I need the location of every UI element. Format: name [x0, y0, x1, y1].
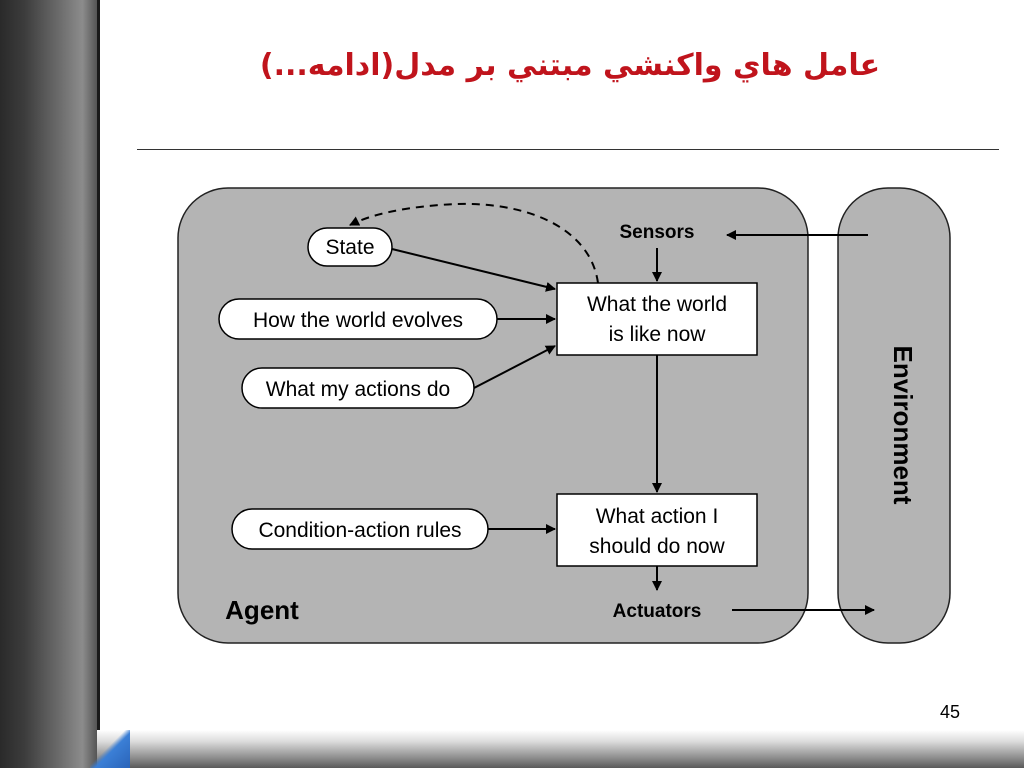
- world-evolves-text: How the world evolves: [252, 309, 464, 332]
- agent-label: Agent: [225, 595, 299, 625]
- rules-text: Condition-action rules: [258, 519, 462, 542]
- world-now-text-1: What the world: [586, 293, 728, 316]
- page-number: 45: [939, 702, 961, 722]
- actuators-label: Actuators: [612, 601, 702, 622]
- action-now-text-2: should do now: [589, 535, 725, 558]
- sensors-label: Sensors: [619, 222, 695, 243]
- environment-label: Environment: [888, 345, 918, 505]
- actions-do-text: What my actions do: [265, 378, 451, 401]
- world-now-text-2: is like now: [608, 323, 706, 346]
- slide-title: عامل هاي واكنشي مبتني بر مدل(ادامه...): [259, 48, 881, 83]
- agent-panel: [178, 188, 808, 643]
- state-text: State: [325, 236, 375, 259]
- action-now-text-1: What action I: [595, 505, 719, 528]
